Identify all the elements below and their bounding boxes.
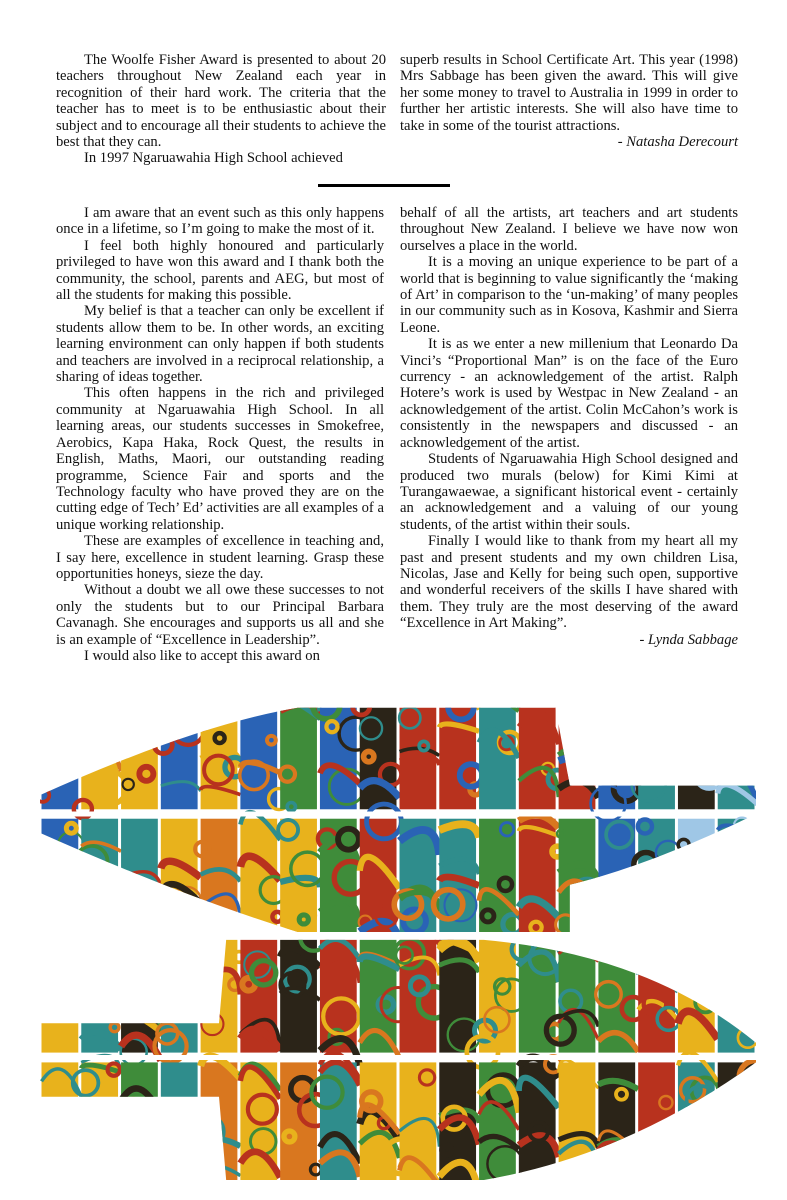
award-article-author: - Natasha Derecourt <box>617 134 738 151</box>
speech-paragraph-10: Students of Ngaruawahia High School designed and produced two murals (below) for Kimi Kimi at Turangawaewae, a significant historical event - certainly an acknowledgement and a valuing of our young students, of the artist within their souls. <box>400 451 738 533</box>
mural-bottom-image <box>40 935 756 1180</box>
speech-right-column <box>400 205 738 648</box>
award-paragraph-1: The Woolfe Fisher Award is presented to about 20 teachers throughout New Zealand each year in recognition of their hard work. The criteria that the teacher has to meet is to be enthusiastic about their subject and to encourage all their students to achieve the best that they can. <box>56 52 386 151</box>
speech-paragraph-7: I would also like to accept this award on <box>84 647 320 664</box>
award-paragraph-3: superb results in School Certificate Art. This year (1998) Mrs Sabbage has been given the award. This will give her some money to travel to Australia in 1999 in order to further her artistic interests. She will also have time to take in some of the tourist attractions. <box>400 52 738 134</box>
speech-left-column <box>56 205 384 664</box>
speech-paragraph-8: It is a moving an unique experience to be part of a world that is beginning to value significantly the ‘making of Art’ in comparison to the ‘un-making’ of many peoples in our community such as in Kosova, Kashmir and Sierra Leone. <box>400 254 738 336</box>
speech-author: - Lynda Sabbage <box>639 631 738 648</box>
speech-paragraph-3: My belief is that a teacher can only be excellent if students allow them to be. In other words, an exciting learning environment can only happen if both students and teachers are involved in a reciprocal relationship, a sharing of ideas together. <box>56 303 384 386</box>
award-article-left-column <box>56 52 386 167</box>
section-divider <box>318 184 450 187</box>
speech-paragraph-1: I am aware that an event such as this only happens once in a lifetime, so I’m going to make the most of it. <box>56 205 384 238</box>
speech-paragraph-continued: behalf of all the artists, art teachers and art students throughout New Zealand. I believe we have now won ourselves a place in the world. <box>400 205 738 254</box>
speech-paragraph-6: Without a doubt we all owe these successes to not only the students but to our Principal Barbara Cavanagh. She encourages and supports us all and she is an example of “Excellence in Leadership”. <box>56 582 384 648</box>
speech-paragraph-11: Finally I would like to thank from my heart all my past and present students and my own children Lisa, Nicolas, Jase and Kelly for being such open, supportive and wonderful receivers of the skills I have shared with them. They truly are the most deserving of the award “Excellence in Art Making”. <box>400 533 738 632</box>
speech-paragraph-9: It is as we enter a new millenium that Leonardo Da Vinci’s “Proportional Man” is on the face of the Euro currency - an acknowledgement of the artist. Ralph Hotere’s work is used by Westpac in New Zealand - an acknowledgement of the artist. Colin McCahon’s work is consistently in the newspapers and discussed - an acknowledgement of the artist. <box>400 336 738 451</box>
speech-paragraph-4: This often happens in the rich and privileged community at Ngaruawahia High School. In all learning areas, our students successes in Smokefree, Aerobics, Kapa Haka, Rock Quest, the results in English, Maths, Maori, our outstanding reading programme, Science Fair and sports and the Technology faculty who have proved they are on the cutting edge of Tech’ Ed’ activities are all examples of a unique working relationship. <box>56 385 384 533</box>
speech-paragraph-2: I feel both highly honoured and particularly privileged to have won this award and I thank both the community, the school, parents and AEG, but most of all the students for making this possible. <box>56 237 384 304</box>
award-article-right-column <box>400 52 738 150</box>
award-paragraph-2: In 1997 Ngaruawahia High School achieved <box>84 150 343 167</box>
speech-paragraph-5: These are examples of excellence in teaching and, I say here, excellence in student learning. Grasp these opportunities honeys, sieze the day. <box>56 533 384 582</box>
mural-top-image <box>40 696 756 932</box>
